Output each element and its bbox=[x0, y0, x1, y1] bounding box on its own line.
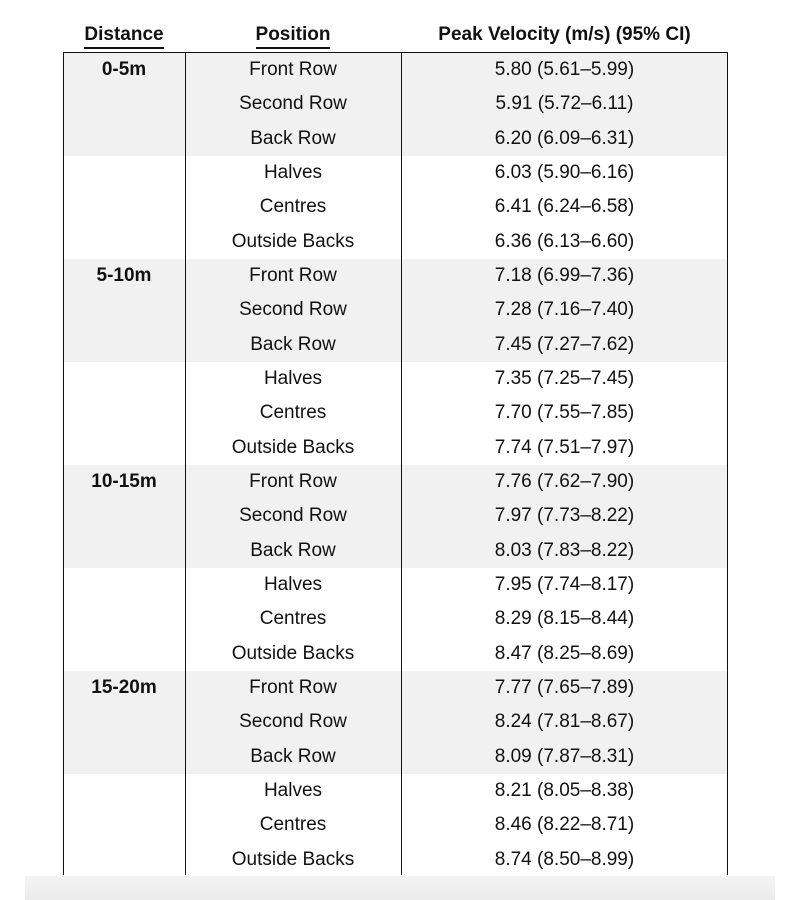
cell-velocity: 8.74 (8.50–8.99) bbox=[494, 848, 635, 870]
cell-velocity: 8.29 (8.15–8.44) bbox=[494, 608, 635, 630]
cell-velocity: 7.35 (7.25–7.45) bbox=[494, 367, 635, 389]
cell-position: Front Row bbox=[249, 676, 337, 698]
cell-distance bbox=[63, 225, 185, 259]
cell-velocity: 8.46 (8.22–8.71) bbox=[494, 814, 635, 836]
table-row bbox=[63, 53, 728, 87]
table-row bbox=[63, 190, 728, 224]
cell-distance bbox=[63, 774, 185, 808]
column-line-position bbox=[401, 53, 402, 875]
table-row bbox=[63, 843, 728, 877]
table-row bbox=[63, 396, 728, 430]
cell-position: Front Row bbox=[249, 470, 337, 492]
cell-velocity: 6.41 (6.24–6.58) bbox=[494, 196, 635, 218]
cell-distance bbox=[63, 602, 185, 636]
table-row bbox=[63, 225, 728, 259]
table-row bbox=[63, 87, 728, 121]
table-row bbox=[63, 465, 728, 499]
cell-velocity: 8.21 (8.05–8.38) bbox=[494, 779, 635, 801]
cell-velocity: 6.03 (5.90–6.16) bbox=[494, 161, 635, 183]
cell-distance: 15-20m bbox=[91, 676, 157, 698]
table-row bbox=[63, 499, 728, 533]
cell-position: Back Row bbox=[250, 539, 336, 561]
cell-distance: 0-5m bbox=[101, 59, 147, 80]
column-line-right bbox=[727, 53, 728, 875]
cell-distance: 5-10m bbox=[96, 264, 152, 286]
table-row bbox=[63, 362, 728, 396]
cell-velocity: 7.77 (7.65–7.89) bbox=[494, 676, 635, 698]
table-row bbox=[63, 568, 728, 602]
cell-position: Outside Backs bbox=[231, 436, 355, 458]
cell-velocity: 6.20 (6.09–6.31) bbox=[494, 127, 635, 149]
cell-distance bbox=[63, 568, 185, 602]
cell-velocity: 5.91 (5.72–6.11) bbox=[495, 93, 634, 115]
cell-velocity: 7.28 (7.16–7.40) bbox=[494, 299, 635, 321]
table-row bbox=[63, 259, 728, 293]
cell-velocity: 8.09 (7.87–8.31) bbox=[494, 745, 635, 767]
cell-distance bbox=[63, 396, 185, 430]
cell-distance bbox=[63, 122, 185, 156]
header-velocity-label: Peak Velocity (m/s) (95% CI) bbox=[438, 24, 691, 45]
header-distance-label: Distance bbox=[84, 24, 163, 49]
table-row bbox=[63, 293, 728, 327]
cell-velocity: 8.03 (7.83–8.22) bbox=[494, 539, 635, 561]
cell-distance bbox=[63, 87, 185, 121]
cell-distance bbox=[63, 534, 185, 568]
cell-velocity: 7.76 (7.62–7.90) bbox=[494, 470, 635, 492]
cell-position: Second Row bbox=[239, 299, 347, 321]
cell-position: Front Row bbox=[249, 264, 337, 286]
table-row bbox=[63, 602, 728, 636]
cell-position: Outside Backs bbox=[231, 230, 355, 252]
cell-position: Centres bbox=[259, 814, 327, 836]
cell-distance bbox=[63, 843, 185, 877]
column-line-distance bbox=[185, 53, 186, 875]
cell-position: Centres bbox=[259, 196, 327, 218]
cell-position: Front Row bbox=[249, 59, 337, 80]
cell-position: Outside Backs bbox=[231, 642, 355, 664]
cell-position: Halves bbox=[263, 573, 323, 595]
cell-position: Halves bbox=[263, 161, 323, 183]
cell-distance bbox=[63, 705, 185, 739]
cell-velocity: 5.80 (5.61–5.99) bbox=[494, 59, 635, 80]
cell-velocity: 7.97 (7.73–8.22) bbox=[494, 505, 635, 527]
cell-distance bbox=[63, 362, 185, 396]
cell-distance bbox=[63, 499, 185, 533]
table-body bbox=[63, 53, 728, 877]
cell-distance bbox=[63, 156, 185, 190]
cell-position: Back Row bbox=[250, 333, 336, 355]
cell-distance bbox=[63, 190, 185, 224]
column-line-left bbox=[63, 53, 64, 875]
velocity-table bbox=[63, 20, 728, 877]
header-distance bbox=[63, 24, 185, 49]
cell-velocity: 8.47 (8.25–8.69) bbox=[494, 642, 635, 664]
cell-position: Back Row bbox=[250, 745, 336, 767]
cell-position: Back Row bbox=[250, 127, 336, 149]
table-row bbox=[63, 534, 728, 568]
table-header bbox=[63, 20, 728, 53]
header-position bbox=[185, 24, 401, 49]
cell-position: Second Row bbox=[239, 93, 347, 115]
cell-distance bbox=[63, 293, 185, 327]
cell-velocity: 7.74 (7.51–7.97) bbox=[494, 436, 635, 458]
cell-position: Second Row bbox=[239, 711, 347, 733]
cell-position: Halves bbox=[263, 779, 323, 801]
cell-position: Halves bbox=[263, 367, 323, 389]
cell-distance bbox=[63, 637, 185, 671]
cell-distance bbox=[63, 808, 185, 842]
cell-velocity: 7.45 (7.27–7.62) bbox=[494, 333, 635, 355]
table-row bbox=[63, 328, 728, 362]
table-row bbox=[63, 774, 728, 808]
cell-position: Centres bbox=[259, 608, 327, 630]
cell-distance bbox=[63, 740, 185, 774]
table-row bbox=[63, 637, 728, 671]
table-row bbox=[63, 122, 728, 156]
header-velocity bbox=[401, 24, 728, 47]
page-bottom-edge bbox=[25, 876, 775, 900]
table-row bbox=[63, 808, 728, 842]
cell-distance bbox=[63, 328, 185, 362]
header-position-label: Position bbox=[256, 24, 331, 49]
cell-position: Second Row bbox=[239, 505, 347, 527]
table-row bbox=[63, 431, 728, 465]
table-row bbox=[63, 705, 728, 739]
cell-distance bbox=[63, 431, 185, 465]
cell-velocity: 8.24 (7.81–8.67) bbox=[494, 711, 635, 733]
cell-velocity: 6.36 (6.13–6.60) bbox=[494, 230, 635, 252]
cell-velocity: 7.70 (7.55–7.85) bbox=[494, 402, 635, 424]
cell-position: Centres bbox=[259, 402, 327, 424]
table-row bbox=[63, 671, 728, 705]
table-row bbox=[63, 156, 728, 190]
table-row bbox=[63, 740, 728, 774]
cell-distance: 10-15m bbox=[91, 470, 157, 492]
cell-velocity: 7.18 (6.99–7.36) bbox=[494, 264, 635, 286]
cell-position: Outside Backs bbox=[231, 848, 355, 870]
cell-velocity: 7.95 (7.74–8.17) bbox=[494, 573, 635, 595]
